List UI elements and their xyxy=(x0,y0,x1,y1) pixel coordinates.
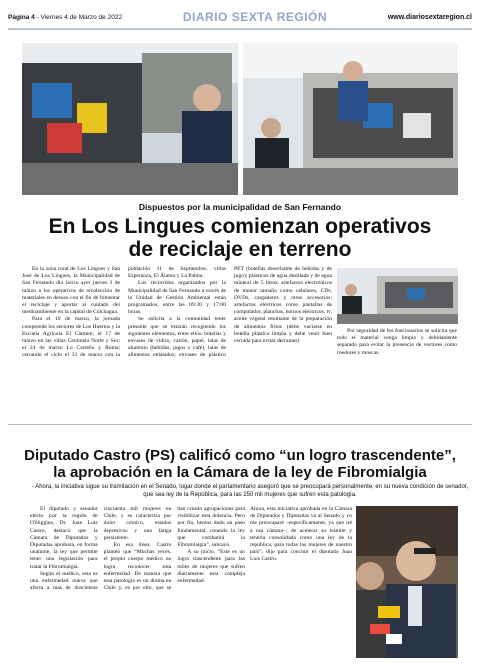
article2-paragraph: Según el médico, esta es una enfermedad nueva que afecta a más de doscientas cincuenta mil mujeres en Chile, y se caracteriza por dolor crónico, estados depresivos y una fatiga persistente. xyxy=(30,506,172,592)
article1-kicker: Dispuestos por la municipalidad de San Fernando xyxy=(138,202,342,212)
article1-paragraph: Los recorridos organizados por la Municipalidad de San Fernando a través de la Unidad de Gestión Ambiental están programados, entre las 09:30 y 17:00 horas. xyxy=(128,280,226,316)
section-divider xyxy=(8,424,472,425)
article2-paragraph: El diputado y senador electo por la región de O'Higgins, Dr. Juan Luis Castro, destacó que la Cámara de Diputados y Diputadas aprobara, en forma unánime, la ley que permite tener una legislación para tratar la Fibromialgia. xyxy=(30,506,98,570)
article1-closing xyxy=(337,328,457,357)
article1-headline-line2: de reciclaje en terreno xyxy=(128,238,352,261)
article1-body xyxy=(22,266,332,416)
photo-worker-loading xyxy=(337,268,458,324)
page-info xyxy=(8,14,122,21)
article1-paragraph: Para el 10 de marzo, la jornada comprende los sectores de Los Huertos y la Escuela Agrícola El Carmen; el 17 de marzo en las villas Centinela Norte y Sur; el 24 de marzo Lo Carreño y Roma; cerrando el ciclo el 31 de marzo con la población 11 de Septiembre, villas Esperanza, El Álamo y La Palma. xyxy=(22,266,226,359)
article1-closing-paragraph: Por seguridad de los funcionarios se solicita que todo el material venga limpio y debidamente separado para evitar la presencia de vectores como roedores y moscas. xyxy=(337,328,457,356)
article1-headline-line1: En Los Lingues comienzan operativos xyxy=(48,215,432,238)
photo-deputy-press xyxy=(356,506,458,658)
article1-paragraph: Se solicita a la comunidad tener presente que se estarán recogiendo los siguientes elementos, entre ellos: botellas y envases de vidrio, cartón, papel, latas de aluminio (bebidas, jugos y café), latas de alimentos enlatados; envases de plástico PET (botellas desechable de bebidas y de jugo); plásticos de agua destilada y de agua mineral de 5 litros; artefactos electrónicos de menor tamaño como celulares, CDs, DVDs, cargadores y otros accesorios; artefactos eléctricos como pantallas de computador, planchas, hornos eléctricos, tv, aceite vegetal resultante de la preparación de alimentos fritos (debe vaciarse en botella plástica limpia y debe venir bien cerrada para evitar derrames) xyxy=(128,266,332,359)
page-header xyxy=(8,6,472,30)
page-number: Página 4 xyxy=(8,13,35,21)
photo-recycling-truck-right xyxy=(243,43,458,195)
photo-recycling-truck-left xyxy=(22,43,238,195)
article2-headline-line1: Diputado Castro (PS) calificó como “un logro trascendente”, xyxy=(24,447,456,464)
newspaper-url[interactable]: www.diariosextaregion.cl xyxy=(387,13,472,21)
issue-date: - Viernes 4 de Marzo de 2022 xyxy=(34,13,123,21)
article2-subhead: - Ahora, la iniciativa sigue su tramitación en el Senado, lugar donde el parlamentario aseguró que se preocupará personalmente, en su nueva condición de senador, que sea ley de la República, para las 250 mil mujeres que sufren esta patología. xyxy=(31,484,469,498)
newspaper-brand: DIARIO SEXTA REGIÓN xyxy=(182,10,328,24)
article2-body xyxy=(30,506,245,666)
article2-paragraph: A su juicio, “Este es un logro trascendente para las miles de mujeres que sufren diariamente esta compleja enfermedad. xyxy=(177,549,245,585)
article2-closing xyxy=(250,506,352,564)
article2-headline xyxy=(0,447,480,481)
article2-paragraph: En esa línea, Castro planteó que “Muchas veces, el propio cuerpo médico no logra reconocer esta enfermedad. De manera que esta patología es un drama en Chile y, es por ello, que se han creado agrupaciones para visibilizar esta dolencia. Pero por fin, hemos dado un paso fundamental, creando la ley que combatirá la Fibromialgia”, subrayó. xyxy=(103,506,245,592)
article1-headline xyxy=(0,215,480,261)
article2-closing-paragraph: Ahora, esta iniciativa aprobada en la Cámara de Diputados y Diputadas va al Senado y yo me preocuparé –específicamente, ya que iré a esa cámara–, de acelerar su trámite y tenerla consolidada como una ley de la república, para todas las mujeres de nuestro país”, dijo para concluir el diputado Juan Luis Castro. xyxy=(250,506,352,563)
article1-paragraph: En la zona rural de Los Lingues y San José de Los Lingues, la Municipalidad de San Fernando dio inicio ayer jueves 3 de marzo a los operativos de recolección de materiales en desuso con el fin de fomentar el reciclaje y aportar al cuidado del medioambiente en la capital de Colchagua. xyxy=(22,266,120,316)
article2-headline-line2: la aprobación en la Cámara de la ley de Fibromialgia xyxy=(53,464,427,481)
